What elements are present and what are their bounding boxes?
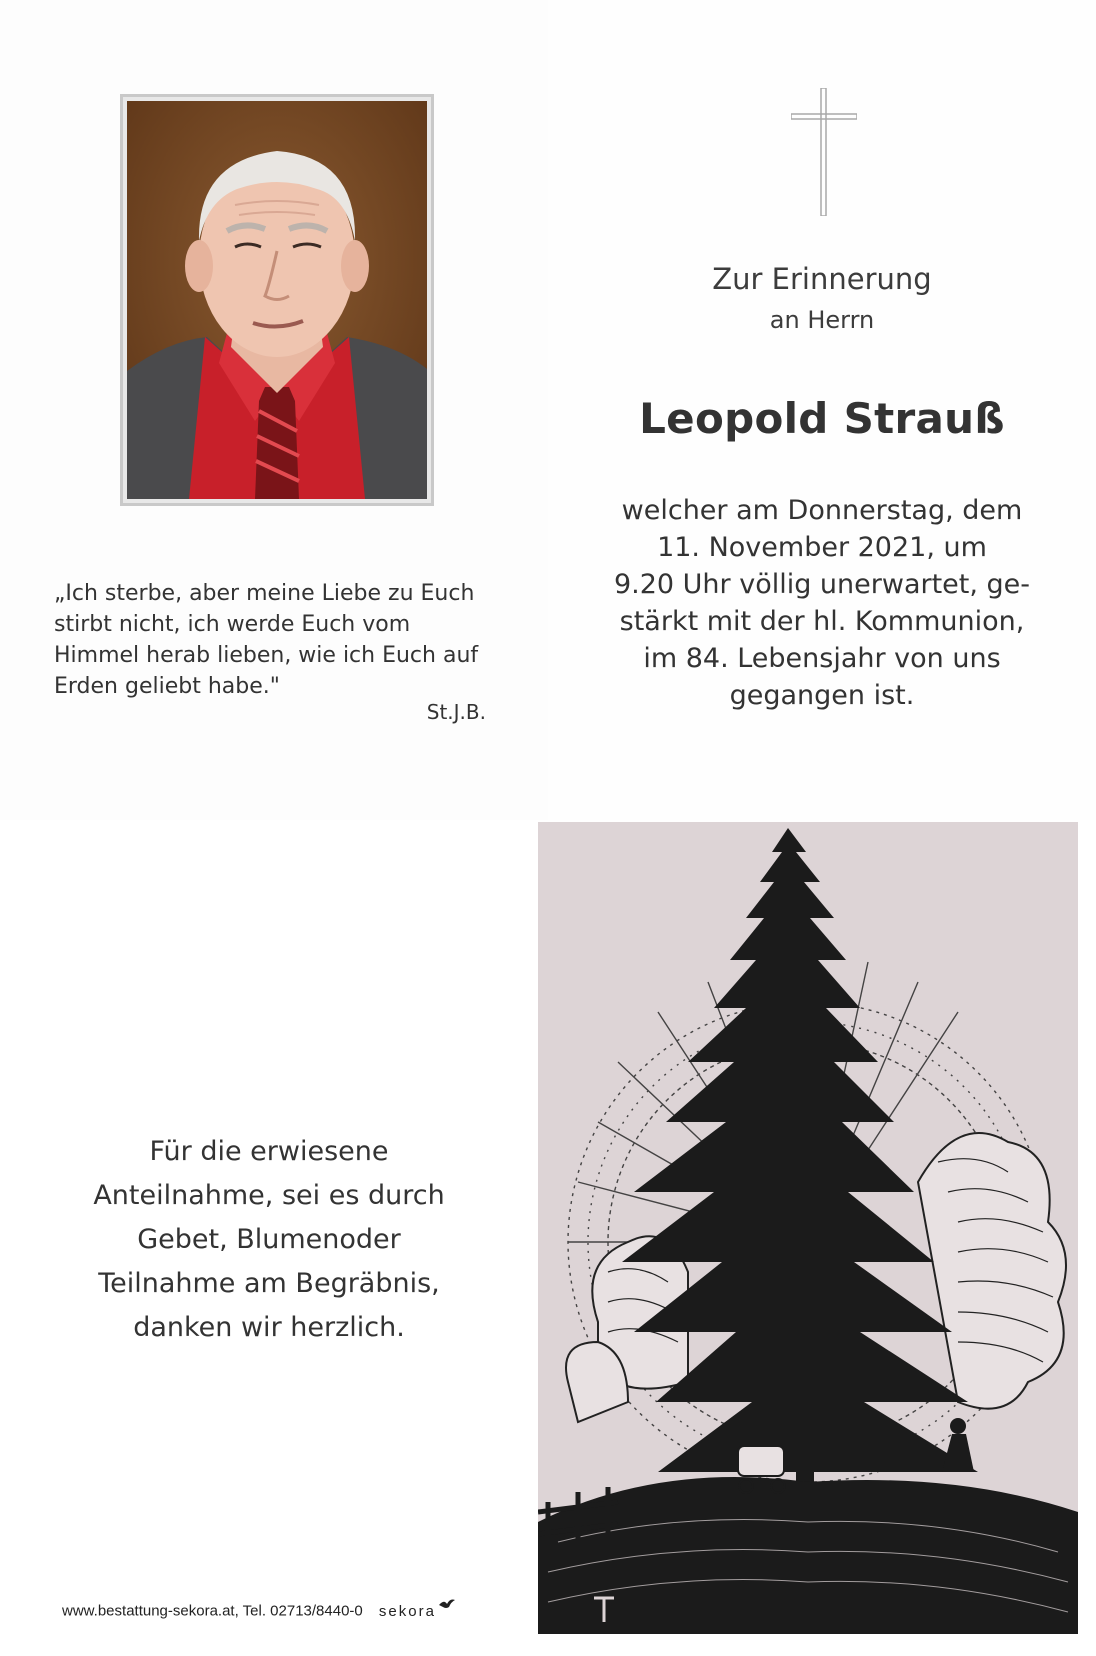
thanks-text [60,1130,478,1350]
cross-icon [791,88,857,216]
portrait-image [127,101,427,499]
quote-author: St.J.B. [426,700,486,724]
thanks-line: Anteilnahme, sei es durch [93,1180,445,1211]
bird-icon [438,1597,456,1611]
memorial-salutation: an Herrn [769,306,875,334]
funeral-home-brand: sekora [378,1602,436,1620]
memorial-intro: Zur Erinnerung [712,262,932,296]
death-notice-line: im 84. Lebensjahr von uns [643,643,1001,674]
death-notice-line: 9.20 Uhr völlig unerwartet, ge- [613,569,1031,600]
thanks-line: Gebet, Blumenoder [137,1224,401,1255]
ground [538,1477,1078,1634]
death-notice-line: gegangen ist. [729,680,915,711]
thanks-line: Für die erwiesene [149,1136,389,1167]
funeral-home-footer [62,1602,532,1632]
death-notice-line: 11. November 2021, um [657,532,987,563]
death-notice-line: welcher am Donnerstag, dem [621,495,1023,526]
memorial-panel [548,0,1096,820]
death-notice-line: stärkt mit der hl. Kommunion, [619,606,1025,637]
funeral-home-logo [379,1603,436,1620]
portrait-panel [0,0,548,820]
woodcut-panel [538,822,1078,1634]
deceased-name: Leopold Strauß [639,394,1005,443]
thanks-panel [0,820,538,1656]
portrait-photo [120,94,434,506]
fir-tree-woodcut [538,822,1078,1634]
funeral-home-contact: www.bestattung-sekora.at, Tel. 02713/8440-0 [62,1602,363,1620]
death-notice [608,492,1036,714]
quote-text: „Ich sterbe, aber meine Liebe zu Euch stirbt nicht, ich werde Euch vom Himmel herab lieben, wie ich Euch auf Erden geliebt habe." [54,581,479,699]
thanks-line: Teilnahme am Begräbnis, [98,1268,440,1299]
thanks-line: danken wir herzlich. [133,1312,405,1343]
